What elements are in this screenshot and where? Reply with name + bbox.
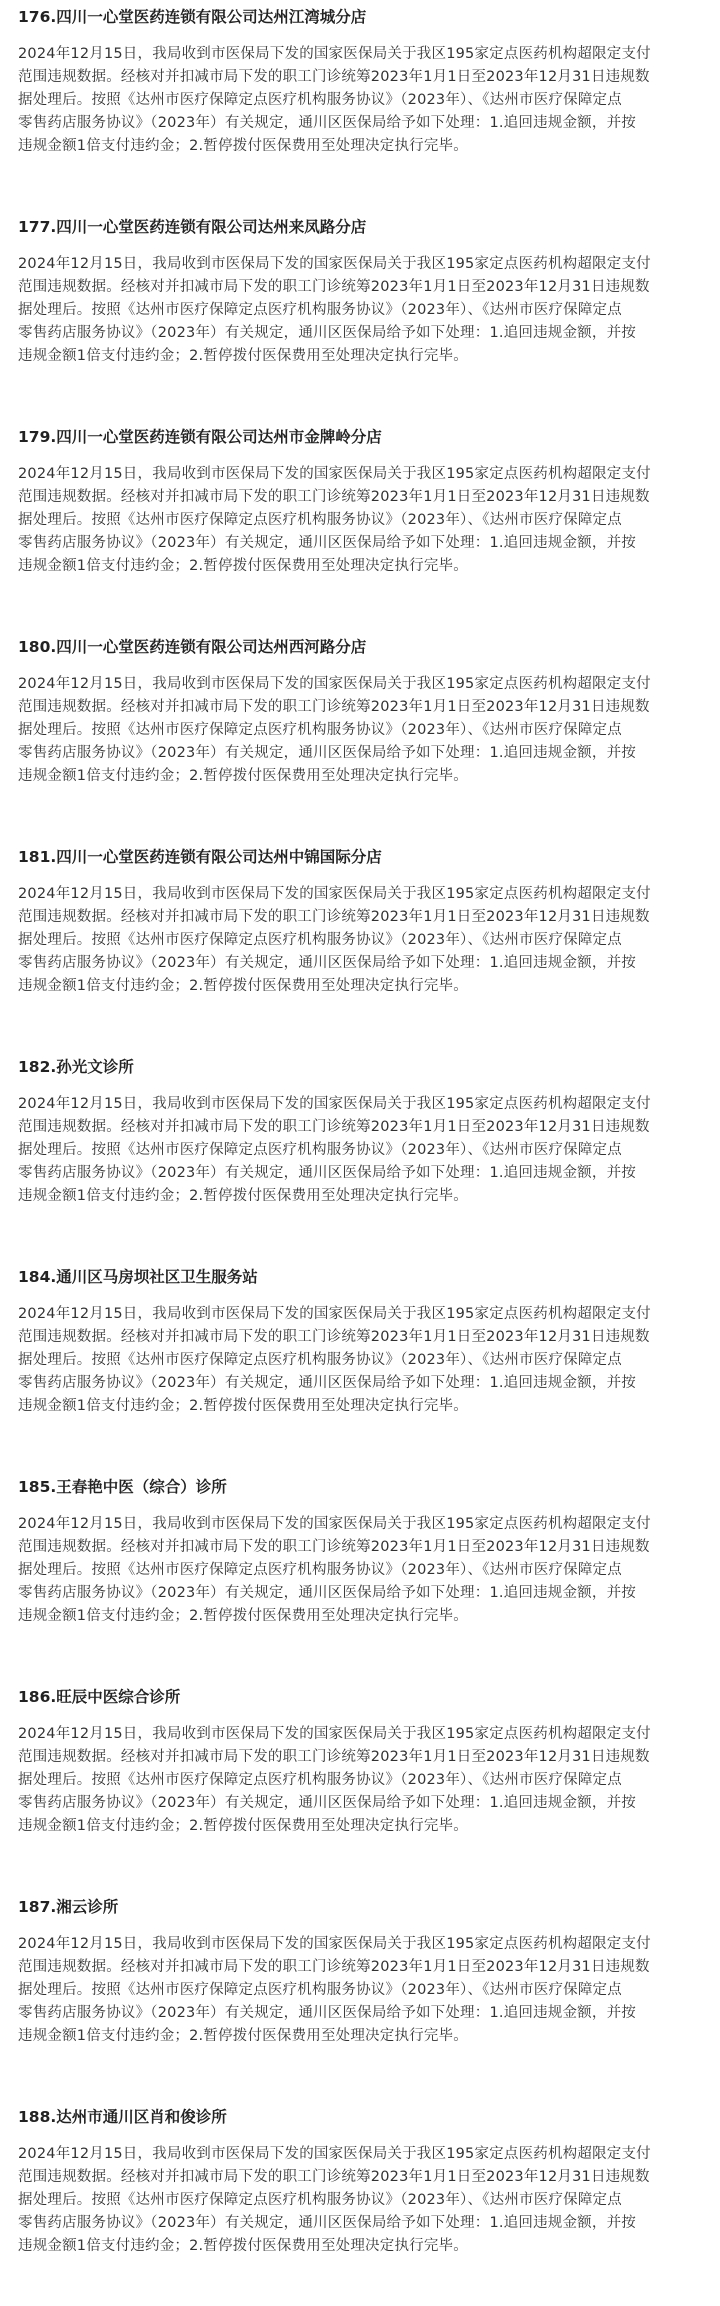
entry-body [18, 883, 702, 998]
entry-body-line: 范围违规数据。经核对并扣减市局下发的职工门诊统筹2023年1月1日至2023年12月31日违规数 [18, 1329, 650, 1345]
entry-body-line: 据处理后。按照《达州市医疗保障定点医疗机构服务协议》（2023年）、《达州市医疗保障定点 [18, 1772, 622, 1788]
entry-body-line: 据处理后。按照《达州市医疗保障定点医疗机构服务协议》（2023年）、《达州市医疗保障定点 [18, 722, 622, 738]
entry-body-line: 违规金额1倍支付违约金；2.暂停拨付医保费用至处理决定执行完毕。 [18, 978, 468, 994]
notice-entry [18, 210, 702, 368]
entry-body-line: 2024年12月15日，我局收到市医保局下发的国家医保局关于我区195家定点医药机构超限定支付 [18, 256, 651, 272]
entry-title: 185.王春艳中医（综合）诊所 [18, 1478, 227, 1496]
entry-body-line: 2024年12月15日，我局收到市医保局下发的国家医保局关于我区195家定点医药机构超限定支付 [18, 46, 651, 62]
entry-body-line: 据处理后。按照《达州市医疗保障定点医疗机构服务协议》（2023年）、《达州市医疗保障定点 [18, 1142, 622, 1158]
entry-title: 180.四川一心堂医药连锁有限公司达州西河路分店 [18, 638, 367, 656]
entry-body-line: 范围违规数据。经核对并扣减市局下发的职工门诊统筹2023年1月1日至2023年12月31日违规数 [18, 1539, 650, 1555]
entry-body-line: 据处理后。按照《达州市医疗保障定点医疗机构服务协议》（2023年）、《达州市医疗保障定点 [18, 932, 622, 948]
entry-body-line: 2024年12月15日，我局收到市医保局下发的国家医保局关于我区195家定点医药机构超限定支付 [18, 466, 651, 482]
entry-body-line: 2024年12月15日，我局收到市医保局下发的国家医保局关于我区195家定点医药机构超限定支付 [18, 1516, 651, 1532]
entry-body [18, 43, 702, 158]
entry-body [18, 1303, 702, 1418]
entry-body [18, 2143, 702, 2258]
entry-title: 187.湘云诊所 [18, 1898, 119, 1916]
notice-entry [18, 2100, 702, 2258]
notice-entry [18, 840, 702, 998]
entry-body [18, 463, 702, 578]
entry-body-line: 2024年12月15日，我局收到市医保局下发的国家医保局关于我区195家定点医药机构超限定支付 [18, 676, 651, 692]
entry-body-line: 违规金额1倍支付违约金；2.暂停拨付医保费用至处理决定执行完毕。 [18, 768, 468, 784]
entry-body-line: 据处理后。按照《达州市医疗保障定点医疗机构服务协议》（2023年）、《达州市医疗保障定点 [18, 92, 622, 108]
entry-body-line: 零售药店服务协议》（2023年）有关规定，通川区医保局给予如下处理：1.追回违规金额，并按 [18, 1165, 636, 1181]
notice-entry [18, 0, 702, 158]
entry-body-line: 零售药店服务协议》（2023年）有关规定，通川区医保局给予如下处理：1.追回违规金额，并按 [18, 1375, 636, 1391]
entry-title: 184.通川区马房坝社区卫生服务站 [18, 1268, 258, 1286]
entry-body-line: 零售药店服务协议》（2023年）有关规定，通川区医保局给予如下处理：1.追回违规金额，并按 [18, 1585, 636, 1601]
entry-title: 186.旺辰中医综合诊所 [18, 1688, 181, 1706]
entry-body-line: 范围违规数据。经核对并扣减市局下发的职工门诊统筹2023年1月1日至2023年12月31日违规数 [18, 1119, 650, 1135]
entry-title: 188.达州市通川区肖和俊诊所 [18, 2108, 227, 2126]
entry-body-line: 违规金额1倍支付违约金；2.暂停拨付医保费用至处理决定执行完毕。 [18, 2028, 468, 2044]
notice-entry [18, 1470, 702, 1628]
entry-body-line: 范围违规数据。经核对并扣减市局下发的职工门诊统筹2023年1月1日至2023年12月31日违规数 [18, 699, 650, 715]
entry-body-line: 范围违规数据。经核对并扣减市局下发的职工门诊统筹2023年1月1日至2023年12月31日违规数 [18, 69, 650, 85]
entry-body-line: 范围违规数据。经核对并扣减市局下发的职工门诊统筹2023年1月1日至2023年12月31日违规数 [18, 1749, 650, 1765]
entry-body-line: 零售药店服务协议》（2023年）有关规定，通川区医保局给予如下处理：1.追回违规金额，并按 [18, 325, 636, 341]
entry-body-line: 据处理后。按照《达州市医疗保障定点医疗机构服务协议》（2023年）、《达州市医疗保障定点 [18, 2192, 622, 2208]
notice-entry [18, 1050, 702, 1208]
entry-title: 181.四川一心堂医药连锁有限公司达州中锦国际分店 [18, 848, 382, 866]
entry-body [18, 673, 702, 788]
entry-body-line: 零售药店服务协议》（2023年）有关规定，通川区医保局给予如下处理：1.追回违规金额，并按 [18, 535, 636, 551]
entry-body [18, 1723, 702, 1838]
notice-entry [18, 1890, 702, 2048]
entry-body-line: 零售药店服务协议》（2023年）有关规定，通川区医保局给予如下处理：1.追回违规金额，并按 [18, 2215, 636, 2231]
entry-body-line: 零售药店服务协议》（2023年）有关规定，通川区医保局给予如下处理：1.追回违规金额，并按 [18, 115, 636, 131]
entry-body-line: 2024年12月15日，我局收到市医保局下发的国家医保局关于我区195家定点医药机构超限定支付 [18, 886, 651, 902]
notice-entry [18, 1680, 702, 1838]
entry-body-line: 零售药店服务协议》（2023年）有关规定，通川区医保局给予如下处理：1.追回违规金额，并按 [18, 955, 636, 971]
entry-body-line: 2024年12月15日，我局收到市医保局下发的国家医保局关于我区195家定点医药机构超限定支付 [18, 2146, 651, 2162]
entry-body-line: 范围违规数据。经核对并扣减市局下发的职工门诊统筹2023年1月1日至2023年12月31日违规数 [18, 1959, 650, 1975]
entry-body-line: 据处理后。按照《达州市医疗保障定点医疗机构服务协议》（2023年）、《达州市医疗保障定点 [18, 1562, 622, 1578]
entry-body-line: 2024年12月15日，我局收到市医保局下发的国家医保局关于我区195家定点医药机构超限定支付 [18, 1096, 651, 1112]
entry-body-line: 违规金额1倍支付违约金；2.暂停拨付医保费用至处理决定执行完毕。 [18, 2238, 468, 2254]
entry-body-line: 2024年12月15日，我局收到市医保局下发的国家医保局关于我区195家定点医药机构超限定支付 [18, 1936, 651, 1952]
entry-body-line: 违规金额1倍支付违约金；2.暂停拨付医保费用至处理决定执行完毕。 [18, 1818, 468, 1834]
notice-entry [18, 1260, 702, 1418]
entry-body-line: 2024年12月15日，我局收到市医保局下发的国家医保局关于我区195家定点医药机构超限定支付 [18, 1306, 651, 1322]
entry-body-line: 违规金额1倍支付违约金；2.暂停拨付医保费用至处理决定执行完毕。 [18, 138, 468, 154]
entry-body-line: 范围违规数据。经核对并扣减市局下发的职工门诊统筹2023年1月1日至2023年12月31日违规数 [18, 279, 650, 295]
entry-body-line: 范围违规数据。经核对并扣减市局下发的职工门诊统筹2023年1月1日至2023年12月31日违规数 [18, 2169, 650, 2185]
entry-body-line: 零售药店服务协议》（2023年）有关规定，通川区医保局给予如下处理：1.追回违规金额，并按 [18, 1795, 636, 1811]
entry-body-line: 据处理后。按照《达州市医疗保障定点医疗机构服务协议》（2023年）、《达州市医疗保障定点 [18, 1982, 622, 1998]
entry-title: 182.孙光文诊所 [18, 1058, 134, 1076]
entry-body [18, 253, 702, 368]
entry-title: 179.四川一心堂医药连锁有限公司达州市金牌岭分店 [18, 428, 382, 446]
entry-body-line: 据处理后。按照《达州市医疗保障定点医疗机构服务协议》（2023年）、《达州市医疗保障定点 [18, 1352, 622, 1368]
entry-body-line: 违规金额1倍支付违约金；2.暂停拨付医保费用至处理决定执行完毕。 [18, 1398, 468, 1414]
entry-body [18, 1093, 702, 1208]
entry-body-line: 范围违规数据。经核对并扣减市局下发的职工门诊统筹2023年1月1日至2023年12月31日违规数 [18, 909, 650, 925]
entry-body-line: 据处理后。按照《达州市医疗保障定点医疗机构服务协议》（2023年）、《达州市医疗保障定点 [18, 512, 622, 528]
entry-body-line: 零售药店服务协议》（2023年）有关规定，通川区医保局给予如下处理：1.追回违规金额，并按 [18, 745, 636, 761]
entry-body-line: 违规金额1倍支付违约金；2.暂停拨付医保费用至处理决定执行完毕。 [18, 1608, 468, 1624]
entry-body-line: 违规金额1倍支付违约金；2.暂停拨付医保费用至处理决定执行完毕。 [18, 348, 468, 364]
entry-body [18, 1933, 702, 2048]
notice-entry [18, 420, 702, 578]
entry-title: 177.四川一心堂医药连锁有限公司达州来凤路分店 [18, 218, 367, 236]
entry-body-line: 违规金额1倍支付违约金；2.暂停拨付医保费用至处理决定执行完毕。 [18, 1188, 468, 1204]
entry-body-line: 范围违规数据。经核对并扣减市局下发的职工门诊统筹2023年1月1日至2023年12月31日违规数 [18, 489, 650, 505]
entry-body-line: 违规金额1倍支付违约金；2.暂停拨付医保费用至处理决定执行完毕。 [18, 558, 468, 574]
entry-body-line: 据处理后。按照《达州市医疗保障定点医疗机构服务协议》（2023年）、《达州市医疗保障定点 [18, 302, 622, 318]
entry-body [18, 1513, 702, 1628]
entry-title: 176.四川一心堂医药连锁有限公司达州江湾城分店 [18, 8, 367, 26]
notice-entry [18, 630, 702, 788]
entry-body-line: 零售药店服务协议》（2023年）有关规定，通川区医保局给予如下处理：1.追回违规金额，并按 [18, 2005, 636, 2021]
entry-body-line: 2024年12月15日，我局收到市医保局下发的国家医保局关于我区195家定点医药机构超限定支付 [18, 1726, 651, 1742]
